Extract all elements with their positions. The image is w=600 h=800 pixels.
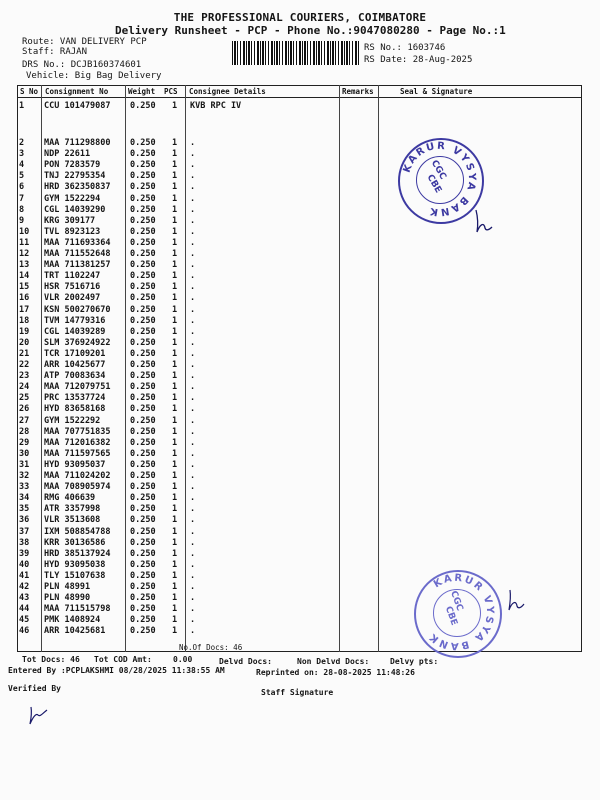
- pcs-count: 1: [172, 437, 178, 448]
- serial-number: 3: [19, 149, 25, 160]
- serial-number: 20: [19, 337, 30, 348]
- consignee-details: .: [190, 171, 196, 182]
- serial-number: 6: [19, 182, 25, 193]
- pcs-count: 1: [172, 237, 178, 248]
- pcs-count: 1: [172, 593, 178, 604]
- consignment-number: HSR 7516716: [44, 282, 101, 293]
- column-header-consignment: Consignment No: [45, 87, 109, 96]
- consignment-number: ATR 3357998: [44, 504, 101, 515]
- weight-value: 0.250: [130, 282, 156, 293]
- weight-value: 0.250: [130, 548, 156, 559]
- consignment-number: NDP 22611: [44, 149, 91, 160]
- consignment-number: MAA 711515798: [44, 604, 111, 615]
- consignment-number: SLM 376924922: [44, 337, 111, 348]
- weight-value: 0.250: [130, 149, 156, 160]
- column-header-weight: Weight: [128, 87, 156, 96]
- weight-value: 0.250: [130, 360, 156, 370]
- serial-number: 37: [19, 526, 30, 537]
- weight-value: 0.250: [130, 615, 156, 626]
- pcs-count: 1: [172, 193, 178, 204]
- serial-number: 27: [19, 415, 30, 426]
- consignee-details: .: [190, 304, 196, 315]
- column-divider: [339, 85, 340, 652]
- consignee-details: .: [190, 237, 196, 248]
- weight-value: 0.250: [130, 426, 156, 437]
- vehicle-label: Vehicle: Big Bag Delivery: [26, 71, 162, 81]
- serial-number: 15: [19, 282, 30, 293]
- stamp-center-line2: CBE: [442, 605, 459, 627]
- consignment-number: TCR 17109201: [44, 348, 106, 359]
- weight-value: 0.250: [130, 226, 156, 237]
- rs-date: RS Date: 28-Aug-2025: [364, 55, 473, 65]
- pcs-count: 1: [172, 326, 178, 337]
- serial-number: 19: [19, 326, 30, 337]
- consignment-number: MAA 711024202: [44, 471, 111, 481]
- weight-value: 0.250: [130, 237, 156, 248]
- consignee-details: .: [190, 348, 196, 359]
- consignment-number: PMK 1408924: [44, 615, 101, 626]
- pcs-count: 1: [172, 559, 178, 570]
- pcs-count: 1: [172, 371, 178, 382]
- pcs-count: 1: [172, 604, 178, 615]
- weight-value: 0.250: [130, 160, 156, 171]
- consignee-details: .: [190, 360, 196, 370]
- consignee-details: .: [190, 249, 196, 259]
- consignment-number: GYM 1522292: [44, 415, 101, 426]
- weight-value: 0.250: [130, 204, 156, 215]
- weight-value: 0.250: [130, 570, 156, 581]
- weight-value: 0.250: [130, 448, 156, 459]
- pcs-count: 1: [172, 101, 178, 111]
- weight-value: 0.250: [130, 537, 156, 548]
- consignee-details: .: [190, 526, 196, 537]
- consignee-details: .: [190, 493, 196, 504]
- consignee-details: .: [190, 459, 196, 470]
- serial-number: 45: [19, 615, 30, 626]
- weight-value: 0.250: [130, 437, 156, 448]
- pcs-count: 1: [172, 582, 178, 592]
- weight-value: 0.250: [130, 471, 156, 481]
- consignment-number: HYD 93095038: [44, 559, 106, 570]
- serial-number: 29: [19, 437, 30, 448]
- consignment-number: ARR 10425681: [44, 626, 106, 637]
- route-label: Route: VAN DELIVERY PCP: [22, 37, 147, 47]
- weight-value: 0.250: [130, 559, 156, 570]
- pcs-count: 1: [172, 293, 178, 304]
- consignee-details: .: [190, 559, 196, 570]
- serial-number: 30: [19, 448, 30, 459]
- serial-number: 13: [19, 260, 30, 271]
- serial-number: 7: [19, 193, 25, 204]
- serial-number: 14: [19, 271, 30, 282]
- pcs-count: 1: [172, 548, 178, 559]
- no-of-docs: No.Of Docs: 46: [179, 643, 243, 652]
- consignee-details: .: [190, 271, 196, 282]
- serial-number: 1: [19, 101, 25, 111]
- consignee-details: .: [190, 626, 196, 637]
- serial-number: 40: [19, 559, 30, 570]
- consignment-number: TLY 15107638: [44, 570, 106, 581]
- non-delivered-docs: Non Delvd Docs:: [297, 657, 370, 666]
- consignee-details: .: [190, 315, 196, 326]
- consignee-details: .: [190, 326, 196, 337]
- svg-text:KARUR VYSYA BANK: [427, 573, 495, 652]
- column-header-pcs: PCS: [164, 87, 178, 96]
- serial-number: 31: [19, 459, 30, 470]
- runsheet-title: Delivery Runsheet - PCP - Phone No.:9047080280 - Page No.:1: [115, 24, 506, 37]
- pcs-count: 1: [172, 204, 178, 215]
- pcs-count: 1: [172, 337, 178, 348]
- pcs-count: 1: [172, 615, 178, 626]
- pcs-count: 1: [172, 493, 178, 504]
- serial-number: 12: [19, 249, 30, 259]
- pcs-count: 1: [172, 304, 178, 315]
- pcs-count: 1: [172, 149, 178, 160]
- serial-number: 32: [19, 471, 30, 481]
- weight-value: 0.250: [130, 293, 156, 304]
- serial-number: 11: [19, 237, 30, 248]
- stamp-center-line1: CGC: [428, 158, 448, 182]
- pcs-count: 1: [172, 404, 178, 415]
- column-divider: [41, 85, 42, 652]
- pcs-count: 1: [172, 482, 178, 493]
- serial-number: 28: [19, 426, 30, 437]
- consignment-number: CGL 14039289: [44, 326, 106, 337]
- serial-number: 43: [19, 593, 30, 604]
- weight-value: 0.250: [130, 582, 156, 592]
- consignee-details: .: [190, 415, 196, 426]
- consignment-number: KRG 309177: [44, 215, 96, 226]
- consignee-details: .: [190, 615, 196, 626]
- weight-value: 0.250: [130, 271, 156, 282]
- consignee-details: .: [190, 504, 196, 515]
- consignment-number: HYD 83658168: [44, 404, 106, 415]
- consignment-number: TVM 14779316: [44, 315, 106, 326]
- consignment-number: TVL 8923123: [44, 226, 101, 237]
- pcs-count: 1: [172, 249, 178, 259]
- weight-value: 0.250: [130, 138, 156, 148]
- weight-value: 0.250: [130, 482, 156, 493]
- verified-by-label: Verified By: [8, 684, 61, 693]
- weight-value: 0.250: [130, 348, 156, 359]
- serial-number: 4: [19, 160, 25, 171]
- serial-number: 24: [19, 382, 30, 393]
- delivered-docs: Delvd Docs:: [219, 657, 272, 666]
- column-divider: [125, 85, 126, 652]
- weight-value: 0.250: [130, 415, 156, 426]
- serial-number: 42: [19, 582, 30, 592]
- column-divider: [185, 85, 186, 652]
- consignee-details: .: [190, 537, 196, 548]
- stamp-ring-text: VYSYA BANK: [426, 594, 496, 652]
- pcs-count: 1: [172, 570, 178, 581]
- serial-number: 34: [19, 493, 30, 504]
- consignee-details: .: [190, 515, 196, 526]
- pcs-count: 1: [172, 504, 178, 515]
- weight-value: 0.250: [130, 171, 156, 182]
- consignee-details: .: [190, 437, 196, 448]
- consignee-details: .: [190, 260, 196, 271]
- staff-label: Staff: RAJAN: [22, 47, 88, 57]
- consignment-number: MAA 711693364: [44, 237, 111, 248]
- total-cod-label: Tot COD Amt:: [94, 655, 152, 664]
- weight-value: 0.250: [130, 182, 156, 193]
- consignment-number: RMG 406639: [44, 493, 96, 504]
- column-header-seal: Seal & Signature: [400, 87, 473, 96]
- pcs-count: 1: [172, 382, 178, 393]
- consignment-number: VLR 3513608: [44, 515, 101, 526]
- weight-value: 0.250: [130, 326, 156, 337]
- serial-number: 9: [19, 215, 25, 226]
- consignment-number: HRD 385137924: [44, 548, 111, 559]
- pcs-count: 1: [172, 459, 178, 470]
- consignment-number: KRR 30136586: [44, 537, 106, 548]
- pcs-count: 1: [172, 226, 178, 237]
- serial-number: 41: [19, 570, 30, 581]
- pcs-count: 1: [172, 182, 178, 193]
- bank-seal-stamp: [414, 570, 502, 658]
- consignment-number: MAA 711298800: [44, 138, 111, 148]
- consignment-number: IXM 508854788: [44, 526, 111, 537]
- consignee-details: .: [190, 426, 196, 437]
- column-header-consignee: Consignee Details: [189, 87, 266, 96]
- weight-value: 0.250: [130, 371, 156, 382]
- consignee-details: .: [190, 404, 196, 415]
- serial-number: 18: [19, 315, 30, 326]
- pcs-count: 1: [172, 515, 178, 526]
- pcs-count: 1: [172, 138, 178, 148]
- weight-value: 0.250: [130, 459, 156, 470]
- consignment-number: ATP 70083634: [44, 371, 106, 382]
- total-docs: Tot Docs: 46: [22, 655, 80, 664]
- consignee-details: .: [190, 371, 196, 382]
- consignment-number: HRD 362350837: [44, 182, 111, 193]
- pcs-count: 1: [172, 471, 178, 481]
- consignee-details: .: [190, 215, 196, 226]
- consignment-number: VLR 2002497: [44, 293, 101, 304]
- weight-value: 0.250: [130, 215, 156, 226]
- column-header-remarks: Remarks: [342, 87, 374, 96]
- weight-value: 0.250: [130, 249, 156, 259]
- stamp-top-text: KARUR: [401, 140, 448, 175]
- pcs-count: 1: [172, 260, 178, 271]
- entered-by: Entered By :PCPLAKSHMI 08/28/2025 11:38:55 AM: [8, 666, 225, 675]
- drs-number: DRS No.: DCJB160374601: [22, 60, 142, 70]
- serial-number: 8: [19, 204, 25, 215]
- consignee-details: .: [190, 582, 196, 592]
- weight-value: 0.250: [130, 526, 156, 537]
- consignment-number: KSN 500270670: [44, 304, 111, 315]
- weight-value: 0.250: [130, 515, 156, 526]
- weight-value: 0.250: [130, 193, 156, 204]
- consignee-details: .: [190, 160, 196, 171]
- weight-value: 0.250: [130, 260, 156, 271]
- pcs-count: 1: [172, 348, 178, 359]
- consignee-details: .: [190, 282, 196, 293]
- consignment-number: ARR 10425677: [44, 360, 106, 370]
- weight-value: 0.250: [130, 404, 156, 415]
- reprinted-on: Reprinted on: 28-08-2025 11:48:26: [256, 668, 415, 677]
- pcs-count: 1: [172, 171, 178, 182]
- weight-value: 0.250: [130, 593, 156, 604]
- weight-value: 0.250: [130, 504, 156, 515]
- column-header-sno: S No: [20, 87, 39, 96]
- stamp-center-line1: CGC: [448, 589, 465, 613]
- serial-number: 2: [19, 138, 25, 148]
- serial-number: 33: [19, 482, 30, 493]
- serial-number: 23: [19, 371, 30, 382]
- serial-number: 35: [19, 504, 30, 515]
- serial-number: 5: [19, 171, 25, 182]
- pcs-count: 1: [172, 360, 178, 370]
- weight-value: 0.250: [130, 393, 156, 404]
- weight-value: 0.250: [130, 493, 156, 504]
- consignee-details: .: [190, 593, 196, 604]
- consignment-number: MAA 708905974: [44, 482, 111, 493]
- serial-number: 25: [19, 393, 30, 404]
- serial-number: 44: [19, 604, 30, 615]
- consignee-details: .: [190, 482, 196, 493]
- weight-value: 0.250: [130, 315, 156, 326]
- consignment-number: MAA 711552648: [44, 249, 111, 259]
- pcs-count: 1: [172, 448, 178, 459]
- company-name: THE PROFESSIONAL COURIERS, COIMBATORE: [173, 11, 427, 24]
- stamp-ring-text: VYSYA BANK: [427, 144, 478, 218]
- consignee-details: .: [190, 604, 196, 615]
- consignee-details: .: [190, 448, 196, 459]
- weight-value: 0.250: [130, 101, 156, 111]
- weight-value: 0.250: [130, 304, 156, 315]
- consignment-number: MAA 712016382: [44, 437, 111, 448]
- consignment-number: MAA 711381257: [44, 260, 111, 271]
- consignment-number: GYM 1522294: [44, 193, 101, 204]
- consignee-details: .: [190, 293, 196, 304]
- consignee-details: .: [190, 138, 196, 148]
- serial-number: 17: [19, 304, 30, 315]
- consignee-details: .: [190, 204, 196, 215]
- stamp-center-line2: CBE: [424, 173, 444, 195]
- delivery-points: Delvy pts:: [390, 657, 439, 666]
- stamp-top-text: KARUR: [431, 572, 486, 595]
- pcs-count: 1: [172, 526, 178, 537]
- consignment-number: PLN 48991: [44, 582, 91, 592]
- consignment-number: PLN 48990: [44, 593, 91, 604]
- handwritten-signature: [472, 208, 494, 234]
- serial-number: 39: [19, 548, 30, 559]
- consignment-number: CGL 14039290: [44, 204, 106, 215]
- pcs-count: 1: [172, 426, 178, 437]
- consignment-number: PON 7283579: [44, 160, 101, 171]
- consignment-number: MAA 711597565: [44, 448, 111, 459]
- consignee-details: KVB RPC IV: [190, 101, 242, 111]
- serial-number: 46: [19, 626, 30, 637]
- pcs-count: 1: [172, 271, 178, 282]
- serial-number: 21: [19, 348, 30, 359]
- rs-number: RS No.: 1603746: [364, 43, 446, 53]
- pcs-count: 1: [172, 415, 178, 426]
- consignment-number: MAA 707751835: [44, 426, 111, 437]
- pcs-count: 1: [172, 215, 178, 226]
- total-cod-amount: 0.00: [173, 655, 193, 664]
- weight-value: 0.250: [130, 382, 156, 393]
- pcs-count: 1: [172, 315, 178, 326]
- serial-number: 26: [19, 404, 30, 415]
- consignee-details: .: [190, 149, 196, 160]
- serial-number: 38: [19, 537, 30, 548]
- consignment-number: MAA 712079751: [44, 382, 111, 393]
- serial-number: 16: [19, 293, 30, 304]
- consignee-details: .: [190, 182, 196, 193]
- weight-value: 0.250: [130, 626, 156, 637]
- consignee-details: .: [190, 393, 196, 404]
- column-divider: [378, 85, 379, 652]
- pcs-count: 1: [172, 537, 178, 548]
- serial-number: 10: [19, 226, 30, 237]
- handwritten-signature: [505, 588, 527, 612]
- serial-number: 36: [19, 515, 30, 526]
- pcs-count: 1: [172, 160, 178, 171]
- consignment-number: TNJ 22795354: [44, 171, 106, 182]
- barcode-image: [232, 41, 360, 65]
- consignee-details: .: [190, 337, 196, 348]
- staff-signature-label: Staff Signature: [261, 688, 334, 697]
- handwritten-signature: [26, 704, 52, 726]
- consignee-details: .: [190, 570, 196, 581]
- consignee-details: .: [190, 382, 196, 393]
- consignment-number: CCU 101479087: [44, 101, 111, 111]
- consignment-number: HYD 93095037: [44, 459, 106, 470]
- pcs-count: 1: [172, 626, 178, 637]
- consignee-details: .: [190, 548, 196, 559]
- pcs-count: 1: [172, 282, 178, 293]
- consignee-details: .: [190, 471, 196, 481]
- pcs-count: 1: [172, 393, 178, 404]
- consignment-number: PRC 13537724: [44, 393, 106, 404]
- serial-number: 22: [19, 360, 30, 370]
- weight-value: 0.250: [130, 337, 156, 348]
- consignee-details: .: [190, 226, 196, 237]
- consignment-number: TRT 1102247: [44, 271, 101, 282]
- consignee-details: .: [190, 193, 196, 204]
- weight-value: 0.250: [130, 604, 156, 615]
